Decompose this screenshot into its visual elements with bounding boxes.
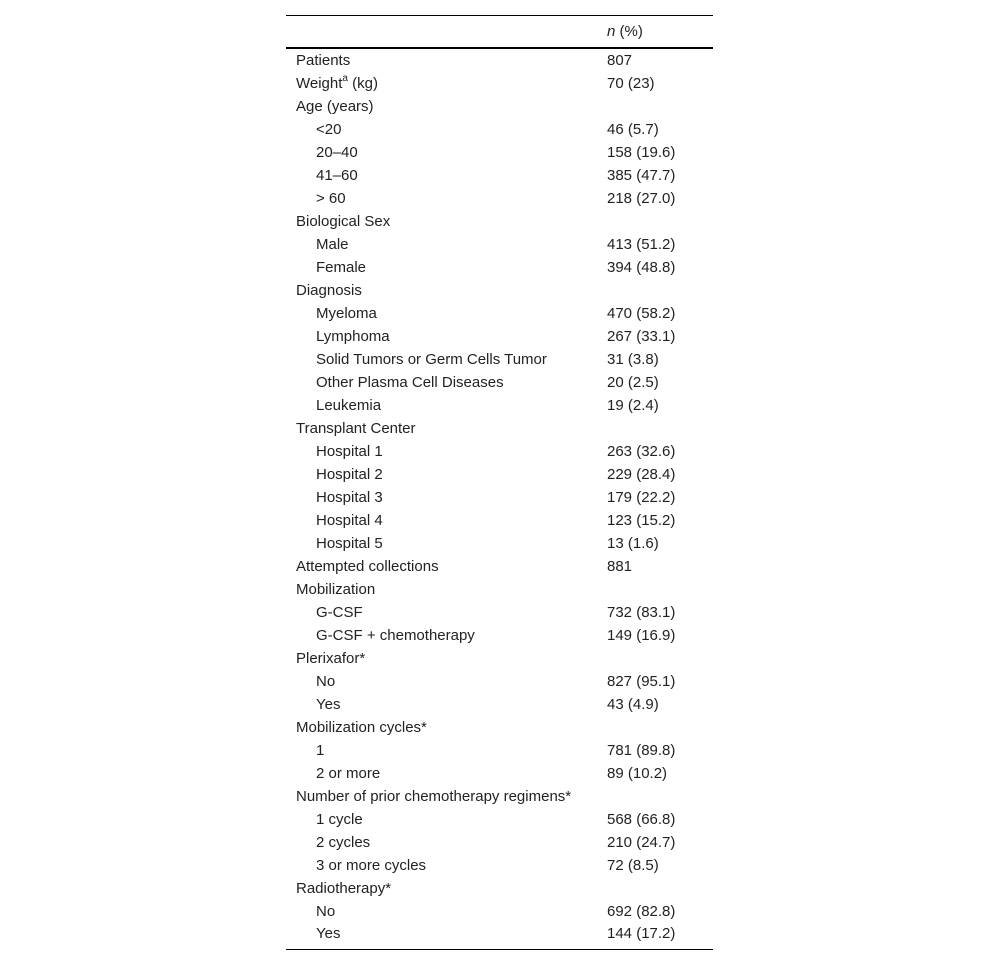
row-value: 385 (47.7): [607, 167, 676, 184]
table-row: [286, 302, 713, 325]
row-sublabel: Male: [316, 236, 349, 253]
header-label-column: [286, 16, 597, 49]
row-sublabel: No: [316, 673, 336, 690]
row-value: 13 (1.6): [607, 535, 659, 552]
row-label: Age (years): [296, 98, 374, 115]
header-n: n: [607, 23, 616, 40]
row-value: [597, 279, 713, 302]
table-row: [286, 371, 713, 394]
characteristics-table: [286, 15, 713, 950]
table-row: [286, 48, 713, 72]
row-sublabel: Other Plasma Cell Diseases: [316, 374, 504, 391]
row-value: 89 (10.2): [607, 765, 668, 782]
table-row: [286, 187, 713, 210]
row-value: [597, 210, 713, 233]
characteristics-table-container: [286, 15, 713, 950]
header-row: [286, 16, 713, 49]
footnote-marker: a: [342, 73, 348, 84]
row-sublabel: 2 cycles: [316, 834, 371, 851]
row-value: 43 (4.9): [607, 696, 659, 713]
table-row: [286, 348, 713, 371]
table-row: [286, 279, 713, 302]
row-sublabel: Myeloma: [316, 305, 377, 322]
row-label: Biological Sex: [296, 213, 391, 230]
row-value: 123 (15.2): [607, 512, 676, 529]
header-n-percent: [597, 16, 713, 49]
table-row: [286, 900, 713, 923]
table-row: [286, 831, 713, 854]
table-row: [286, 739, 713, 762]
row-sublabel: Lymphoma: [316, 328, 390, 345]
table-row: [286, 164, 713, 187]
row-value: 827 (95.1): [607, 673, 676, 690]
row-sublabel: Hospital 5: [316, 535, 383, 552]
row-value: [597, 877, 713, 900]
row-sublabel: 41–60: [316, 167, 358, 184]
table-row: [286, 923, 713, 950]
table-row: [286, 808, 713, 831]
table-row: [286, 693, 713, 716]
row-label: Patients: [296, 52, 351, 69]
row-label: Mobilization cycles*: [296, 719, 427, 736]
table-row: [286, 118, 713, 141]
row-value: 210 (24.7): [607, 834, 676, 851]
table-row: [286, 233, 713, 256]
table-row: [286, 716, 713, 739]
row-value: 158 (19.6): [607, 144, 676, 161]
row-sublabel: Yes: [316, 696, 341, 713]
table-row: [286, 440, 713, 463]
row-label: [286, 72, 597, 95]
row-value: 263 (32.6): [607, 443, 676, 460]
row-value: 229 (28.4): [607, 466, 676, 483]
row-value: 781 (89.8): [607, 742, 676, 759]
row-label: Number of prior chemotherapy regimens*: [296, 788, 572, 805]
row-value: 732 (83.1): [607, 604, 676, 621]
table-header: [286, 16, 713, 49]
table-row: [286, 141, 713, 164]
table-row: [286, 486, 713, 509]
table-body: [286, 48, 713, 950]
row-value: 20 (2.5): [607, 374, 659, 391]
table-row: [286, 325, 713, 348]
row-sublabel: Female: [316, 259, 367, 276]
table-row: [286, 394, 713, 417]
row-sublabel: Yes: [316, 925, 341, 942]
row-value: 413 (51.2): [607, 236, 676, 253]
row-value: 70 (23): [607, 75, 655, 92]
table-row: [286, 854, 713, 877]
row-sublabel: Hospital 1: [316, 443, 383, 460]
row-sublabel: G-CSF + chemotherapy: [316, 627, 475, 644]
table-row: [286, 624, 713, 647]
row-sublabel: 1: [316, 742, 325, 759]
table-row: [286, 762, 713, 785]
row-label: Plerixafor*: [296, 650, 366, 667]
table-row: [286, 210, 713, 233]
row-value: 881: [607, 558, 633, 575]
row-sublabel: 3 or more cycles: [316, 857, 427, 874]
table-row: [286, 532, 713, 555]
row-value: [597, 417, 713, 440]
table-row: [286, 417, 713, 440]
row-sublabel: No: [316, 903, 336, 920]
row-value: 19 (2.4): [607, 397, 659, 414]
row-value: [597, 647, 713, 670]
row-value: 31 (3.8): [607, 351, 659, 368]
row-value: 807: [607, 52, 633, 69]
row-value: 218 (27.0): [607, 190, 676, 207]
row-value: 267 (33.1): [607, 328, 676, 345]
table-row: [286, 785, 713, 808]
table-row: [286, 463, 713, 486]
row-sublabel: > 60: [316, 190, 346, 207]
row-value: 394 (48.8): [607, 259, 676, 276]
table-row: [286, 647, 713, 670]
table-row: [286, 95, 713, 118]
row-value: [597, 578, 713, 601]
table-row: [286, 555, 713, 578]
table-row: [286, 72, 713, 95]
row-label-unit: (kg): [347, 75, 378, 92]
table-row: [286, 256, 713, 279]
row-value: 568 (66.8): [607, 811, 676, 828]
row-sublabel: Solid Tumors or Germ Cells Tumor: [316, 351, 547, 368]
row-label: Attempted collections: [296, 558, 439, 575]
row-sublabel: <20: [316, 121, 342, 138]
row-value: 149 (16.9): [607, 627, 676, 644]
table-row: [286, 601, 713, 624]
row-value: 46 (5.7): [607, 121, 659, 138]
row-label-text: Weight: [296, 75, 343, 92]
row-label: Radiotherapy*: [296, 880, 392, 897]
table-row: [286, 877, 713, 900]
table-row: [286, 578, 713, 601]
row-sublabel: Hospital 3: [316, 489, 383, 506]
row-label: Mobilization: [296, 581, 376, 598]
row-value: 72 (8.5): [607, 857, 659, 874]
row-value: [597, 785, 713, 808]
row-value: 179 (22.2): [607, 489, 676, 506]
row-sublabel: Hospital 4: [316, 512, 383, 529]
row-sublabel: 20–40: [316, 144, 358, 161]
table-row: [286, 509, 713, 532]
row-label: Transplant Center: [296, 420, 416, 437]
row-sublabel: Hospital 2: [316, 466, 383, 483]
row-label: Diagnosis: [296, 282, 362, 299]
row-sublabel: G-CSF: [316, 604, 363, 621]
row-value: [597, 716, 713, 739]
header-percent: (%): [615, 23, 643, 40]
row-value: [597, 95, 713, 118]
row-sublabel: 2 or more: [316, 765, 381, 782]
row-sublabel: Leukemia: [316, 397, 382, 414]
row-value: 144 (17.2): [607, 925, 676, 942]
table-row: [286, 670, 713, 693]
row-value: 692 (82.8): [607, 903, 676, 920]
row-value: 470 (58.2): [607, 305, 676, 322]
row-sublabel: 1 cycle: [316, 811, 363, 828]
